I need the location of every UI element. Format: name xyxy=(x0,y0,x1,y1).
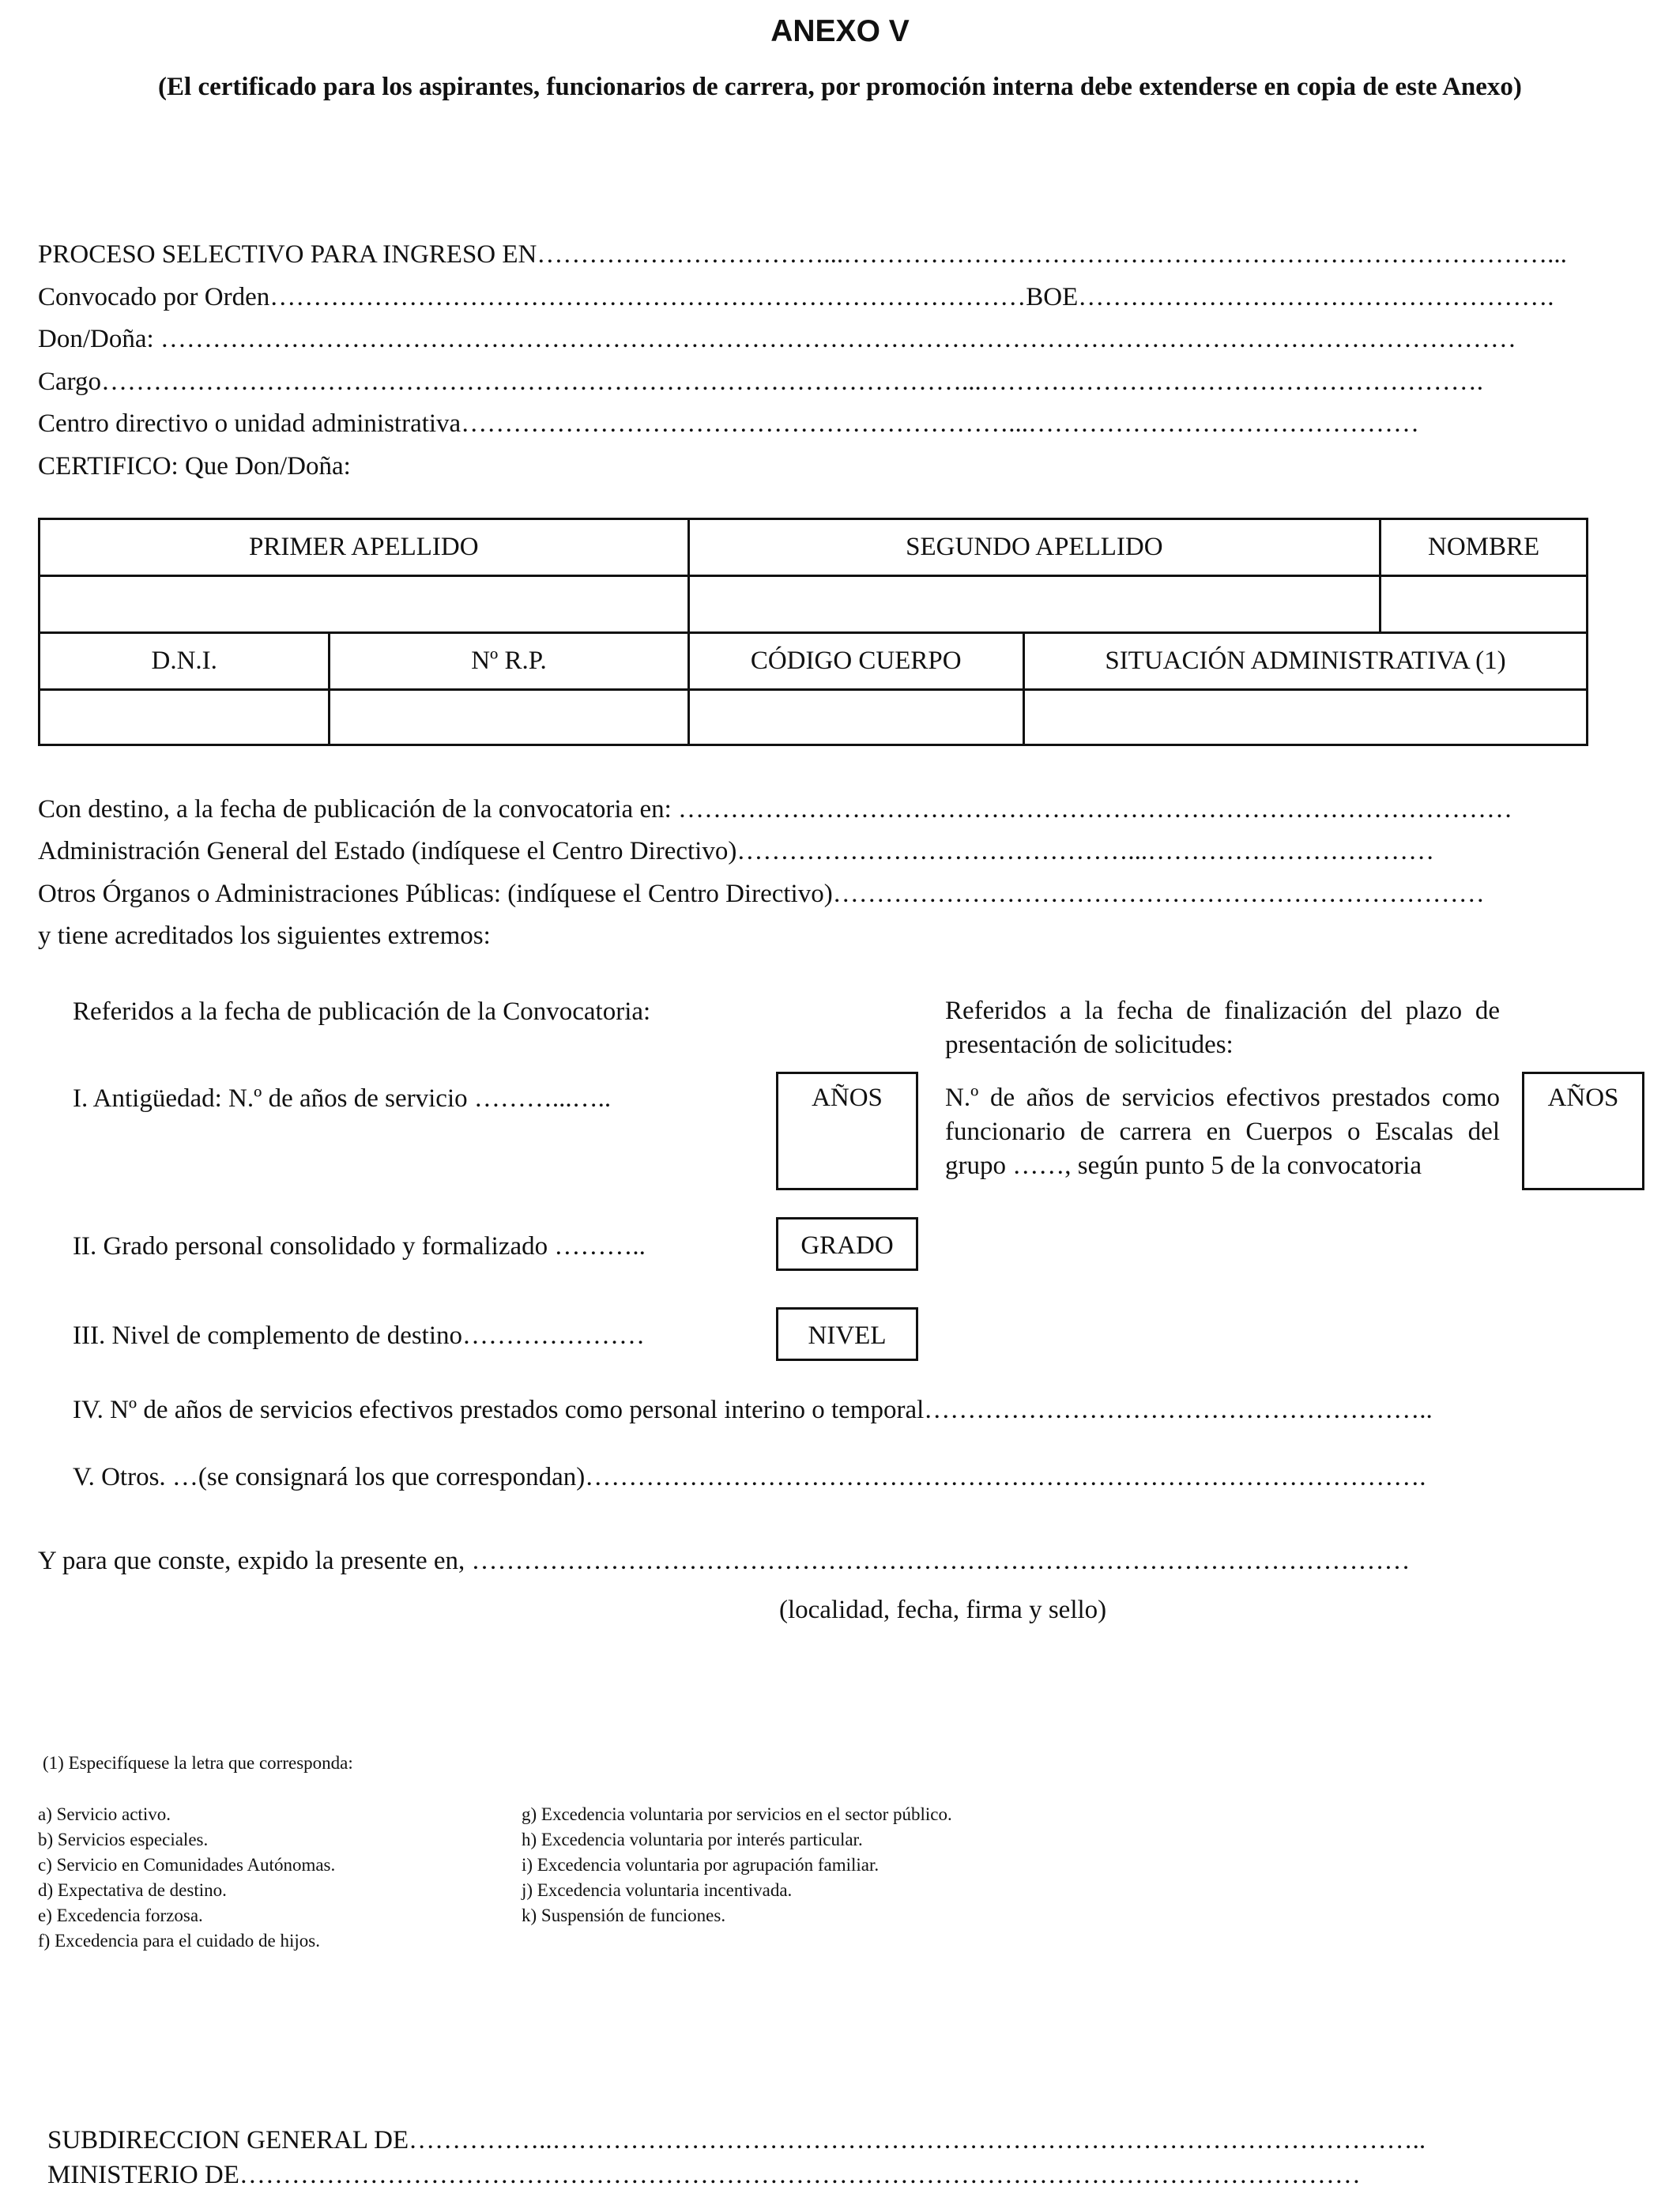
field-proceso-selectivo[interactable]: PROCESO SELECTIVO PARA INGRESO EN……………………………...………………………………………………………………………... xyxy=(38,240,1567,269)
personal-data-table xyxy=(38,518,1588,746)
cell-situacion-administrativa[interactable] xyxy=(1023,690,1587,745)
field-cargo[interactable]: Cargo………………………………………………………………………………………...…………………………………………………. xyxy=(38,368,1484,396)
item-otros[interactable]: V. Otros. …(se consignará los que correspondan)……………………………………………………………………………………. xyxy=(73,1463,1426,1491)
item-antiguedad: I. Antigüedad: N.º de años de servicio ………...….. xyxy=(73,1084,612,1113)
field-con-destino[interactable]: Con destino, a la fecha de publicación de la convocatoria en: …………………………………………………………………………………… xyxy=(38,795,1513,824)
footnote-item-i: i) Excedencia voluntaria por agrupación familiar. xyxy=(522,1855,880,1875)
field-age-centro-directivo[interactable]: Administración General del Estado (indíquese el Centro Directivo)………………………………………...…………………………… xyxy=(38,837,1435,865)
footnote-item-f: f) Excedencia para el cuidado de hijos. xyxy=(38,1931,320,1951)
header-dni: D.N.I. xyxy=(40,633,330,690)
footnote-item-g: g) Excedencia voluntaria por servicios en el sector público. xyxy=(522,1804,952,1824)
field-otros-organos[interactable]: Otros Órganos o Administraciones Públicas: (indíquese el Centro Directivo)………………………………………………………………… xyxy=(38,880,1485,908)
box-anos-right[interactable] xyxy=(1522,1072,1644,1190)
signature-note: (localidad, fecha, firma y sello) xyxy=(779,1596,1107,1624)
box-anos[interactable] xyxy=(776,1072,918,1190)
field-centro-directivo[interactable]: Centro directivo o unidad administrativa………………………………………………………...……………………………………… xyxy=(38,409,1419,438)
field-subdireccion-general[interactable]: SUBDIRECCION GENERAL DE……………..……………………………………………………………………………………….. xyxy=(47,2126,1426,2154)
footnote-item-d: d) Expectativa de destino. xyxy=(38,1880,227,1900)
footnote-title: (1) Especifíquese la letra que corresponda: xyxy=(43,1753,353,1773)
box-nivel-label: NIVEL xyxy=(808,1321,887,1350)
cell-segundo-apellido[interactable] xyxy=(688,576,1381,633)
box-anos-label: AÑOS xyxy=(812,1084,883,1112)
header-segundo-apellido: SEGUNDO APELLIDO xyxy=(688,519,1381,576)
header-codigo-cuerpo: CÓDIGO CUERPO xyxy=(688,633,1023,690)
cell-nombre[interactable] xyxy=(1381,576,1588,633)
header-primer-apellido: PRIMER APELLIDO xyxy=(40,519,689,576)
certifico-label: CERTIFICO: Que Don/Doña: xyxy=(38,452,351,481)
header-nrp: Nº R.P. xyxy=(330,633,688,690)
field-don-dona[interactable]: Don/Doña: ………………………………………………………………………………………………………………………………………… xyxy=(38,325,1516,353)
item-grado-personal: II. Grado personal consolidado y formalizado ……….. xyxy=(73,1232,646,1261)
right-column-header: Referidos a la fecha de finalización del plazo de presentación de solicitudes: xyxy=(945,997,1500,1059)
header-nombre: NOMBRE xyxy=(1381,519,1588,576)
footnote-item-h: h) Excedencia voluntaria por interés particular. xyxy=(522,1830,863,1849)
page-title: ANEXO V xyxy=(770,14,910,48)
item-antiguedad-right: N.º de años de servicios efectivos prestados como funcionario de carrera en Cuerpos o Escalas del grupo ……, según punto 5 de la convocatoria xyxy=(945,1084,1500,1180)
left-column-header: Referidos a la fecha de publicación de la Convocatoria: xyxy=(73,997,651,1026)
box-grado[interactable] xyxy=(776,1217,918,1271)
cell-primer-apellido[interactable] xyxy=(40,576,689,633)
footnote-item-e: e) Excedencia forzosa. xyxy=(38,1906,203,1925)
footnote-item-b: b) Servicios especiales. xyxy=(38,1830,209,1849)
header-situacion-administrativa: SITUACIÓN ADMINISTRATIVA (1) xyxy=(1023,633,1587,690)
footnote-item-a: a) Servicio activo. xyxy=(38,1804,171,1824)
item-nivel-complemento: III. Nivel de complemento de destino………………… xyxy=(73,1321,646,1350)
field-expido-en[interactable]: Y para que conste, expido la presente en, ……………………………………………………………………………………………… xyxy=(38,1547,1411,1575)
footnote-item-j: j) Excedencia voluntaria incentivada. xyxy=(522,1880,793,1900)
footnote-item-c: c) Servicio en Comunidades Autónomas. xyxy=(38,1855,336,1875)
cell-dni[interactable] xyxy=(40,690,330,745)
page-subtitle: (El certificado para los aspirantes, funcionarios de carrera, por promoción interna debe extenderse en copia de este Anexo) xyxy=(158,73,1522,101)
box-grado-label: GRADO xyxy=(800,1231,894,1260)
field-ministerio[interactable]: MINISTERIO DE………………………………………………………………………………………………………………… xyxy=(47,2161,1361,2189)
extremos-intro: y tiene acreditados los siguientes extremos: xyxy=(38,922,491,950)
cell-nrp[interactable] xyxy=(330,690,688,745)
footnote-item-k: k) Suspensión de funciones. xyxy=(522,1906,726,1925)
item-servicios-interino[interactable]: IV. Nº de años de servicios efectivos prestados como personal interino o temporal………………………………………………….. xyxy=(73,1396,1433,1424)
field-convocado-por-orden[interactable]: Convocado por Orden……………………………………………………………………………BOE………………………………………………. xyxy=(38,283,1554,311)
cell-codigo-cuerpo[interactable] xyxy=(688,690,1023,745)
box-nivel[interactable] xyxy=(776,1307,918,1361)
box-anos-right-label: AÑOS xyxy=(1547,1084,1619,1112)
